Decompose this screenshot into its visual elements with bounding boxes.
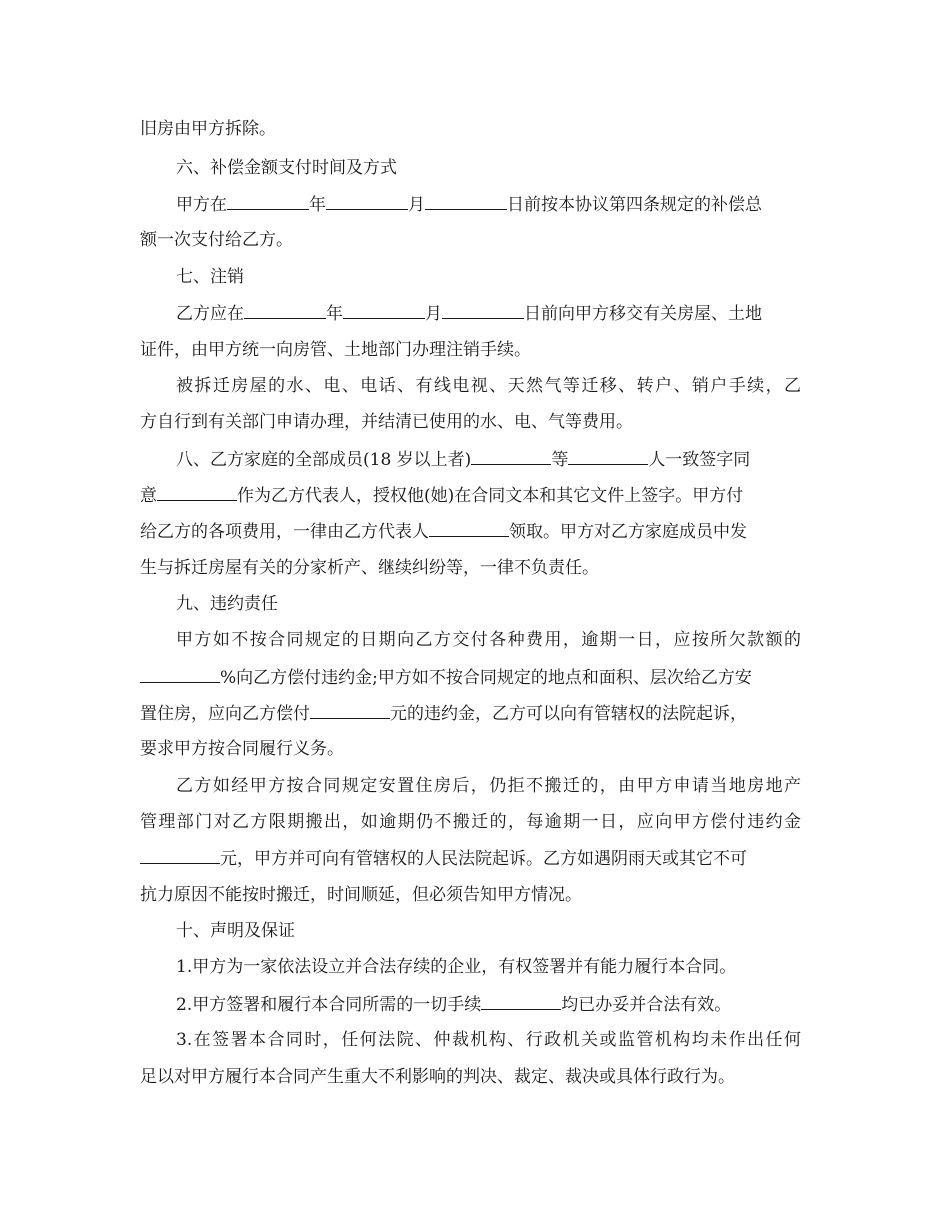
text: 甲方在 xyxy=(176,195,227,215)
text: 甲方如不按合同规定的日期向乙方交付各种费用，逾期一日，应按所欠款额的 xyxy=(176,630,801,650)
blank-field xyxy=(140,666,220,683)
text: 月 xyxy=(425,304,442,324)
text-line xyxy=(176,629,801,651)
blank-field xyxy=(568,448,648,465)
text: 足以对甲方履行本合同产生重大不利影响的判决、裁定、裁决或具体行政行为。 xyxy=(140,1067,735,1087)
blank-field xyxy=(326,193,408,210)
text-line xyxy=(140,738,344,760)
text-line xyxy=(176,302,762,325)
section-heading-7 xyxy=(176,266,244,288)
text: 年 xyxy=(326,304,343,324)
blank-field xyxy=(244,302,326,319)
text: 管理部门对乙方限期搬出，如逾期仍不搬迁的，每逾期一日，应向甲方偿付违约金 xyxy=(140,812,801,832)
text-line xyxy=(140,1066,735,1088)
text: 1.甲方为一家依法设立并合法存续的企业，有权签署并有能力履行本合同。 xyxy=(176,957,737,977)
blank-field xyxy=(343,302,425,319)
text: 给乙方的各项费用，一律由乙方代表人 xyxy=(140,522,429,542)
text: 额一次支付给乙方。 xyxy=(140,230,293,250)
blank-field xyxy=(442,302,524,319)
text: 月 xyxy=(408,195,425,215)
text-line xyxy=(140,339,531,361)
text: 作为乙方代表人，授权他(她)在合同文本和其它文件上签字。甲方付 xyxy=(237,486,744,506)
text: 置住房，应向乙方偿付 xyxy=(140,704,310,724)
text: 元的违约金，乙方可以向有管辖权的法院起诉， xyxy=(390,704,747,724)
text: 元，甲方并可向有管辖权的人民法院起诉。乙方如遇阴雨天或其它不可 xyxy=(220,849,747,869)
blank-field xyxy=(425,193,507,210)
list-item xyxy=(176,1029,801,1051)
text-line xyxy=(140,847,747,870)
blank-field xyxy=(227,193,309,210)
text: 均已办妥并合法有效。 xyxy=(561,995,732,1015)
text-line xyxy=(140,666,752,689)
text: 人一致签字同 xyxy=(648,450,751,470)
text-line xyxy=(176,193,762,216)
list-item xyxy=(176,956,736,978)
section-heading-10 xyxy=(176,920,295,942)
text: 3.在签署本合同时，任何法院、仲裁机构、行政机关或监管机构均未作出任何 xyxy=(176,1030,801,1050)
text-line xyxy=(140,557,599,579)
text: 八、乙方家庭的全部成员(18 岁以上者) xyxy=(176,450,472,470)
blank-field xyxy=(471,448,551,465)
text: 旧房由甲方拆除。 xyxy=(140,119,276,139)
text: 年 xyxy=(309,195,326,215)
text-line xyxy=(140,702,747,725)
blank-field xyxy=(481,993,561,1010)
text: 抗力原因不能按时搬迁，时间顺延，但必须告知甲方情况。 xyxy=(140,885,582,905)
blank-field xyxy=(140,847,220,864)
heading-text: 六、补偿金额支付时间及方式 xyxy=(176,158,397,178)
text-line xyxy=(140,411,633,433)
text: 意 xyxy=(140,486,157,506)
text-line xyxy=(140,118,276,140)
blank-field xyxy=(310,702,390,719)
text-line xyxy=(176,375,801,397)
text-line xyxy=(140,811,801,833)
blank-field xyxy=(429,520,509,537)
text: 2.甲方签署和履行本合同所需的一切手续 xyxy=(176,995,482,1015)
text: 日前按本协议第四条规定的补偿总 xyxy=(507,195,762,215)
text: 领取。甲方对乙方家庭成员中发 xyxy=(509,522,747,542)
text: 证件，由甲方统一向房管、土地部门办理注销手续。 xyxy=(140,340,531,360)
section-heading-6 xyxy=(176,157,397,179)
text: 方自行到有关部门申请办理，并结清已使用的水、电、气等费用。 xyxy=(140,412,633,432)
text: 等 xyxy=(551,450,569,470)
text: 被拆迁房屋的水、电、电话、有线电视、天然气等迁移、转户、销户手续，乙 xyxy=(176,376,801,396)
blank-field xyxy=(157,484,237,501)
text-line xyxy=(140,229,293,251)
text-line xyxy=(140,884,582,906)
text-line xyxy=(176,775,801,797)
text-line xyxy=(140,520,747,543)
text: %向乙方偿付违约金;甲方如不按合同规定的地点和面积、层次给乙方安 xyxy=(220,668,752,688)
text: 乙方应在 xyxy=(176,304,244,324)
list-item xyxy=(176,993,731,1016)
heading-text: 九、违约责任 xyxy=(176,594,278,614)
text: 日前向甲方移交有关房屋、土地 xyxy=(524,304,762,324)
text: 乙方如经甲方按合同规定安置住房后，仍拒不搬迁的，由甲方申请当地房地产 xyxy=(176,776,801,796)
section-heading-8 xyxy=(176,448,750,471)
section-heading-9 xyxy=(176,593,278,615)
heading-text: 十、声明及保证 xyxy=(176,921,295,941)
heading-text: 七、注销 xyxy=(176,267,244,287)
text-line xyxy=(140,484,743,507)
text: 生与拆迁房屋有关的分家析产、继续纠纷等，一律不负责任。 xyxy=(140,558,599,578)
text: 要求甲方按合同履行义务。 xyxy=(140,739,344,759)
